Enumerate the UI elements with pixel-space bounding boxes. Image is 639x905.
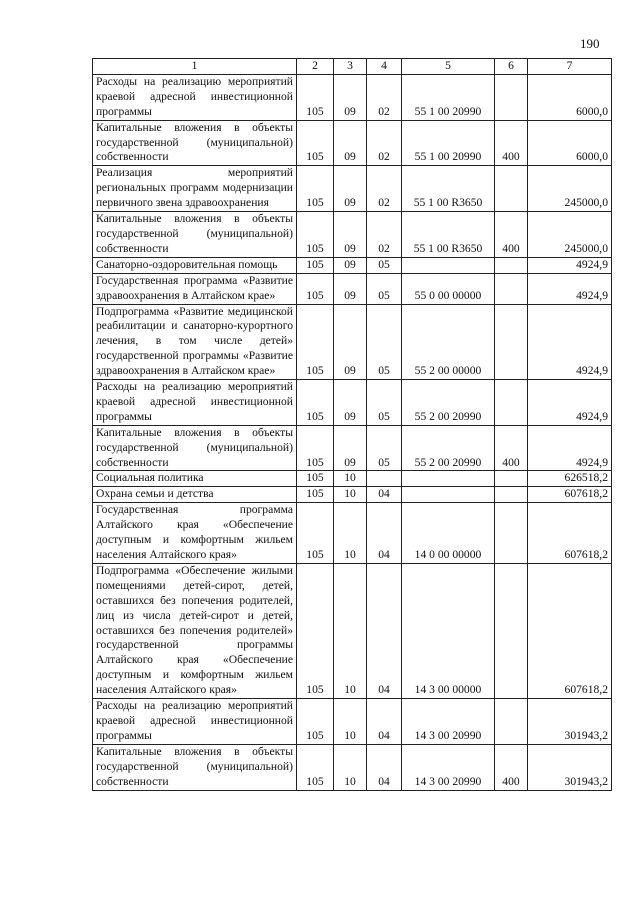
expense-name-cell: Капитальные вложения в объекты государственной (муниципальной) собственности [93,212,297,258]
expense-name-cell: Расходы на реализацию мероприятий краевой адресной инвестиционной программы [93,380,297,426]
target-article-cell: 14 3 00 20990 [402,744,495,790]
expense-type-cell [495,304,528,380]
ministry-code-cell: 105 [297,425,334,471]
table-row [93,304,612,380]
section-code-cell: 09 [334,166,367,212]
table-row [93,425,612,471]
subsection-code-cell: 02 [367,120,402,166]
target-article-cell: 14 3 00 20990 [402,699,495,745]
target-article-cell [402,471,495,487]
expense-type-cell [495,699,528,745]
section-code-cell: 10 [334,471,367,487]
expense-name-cell: Подпрограмма «Развитие медицинской реабилитации и санаторно-курортного лечения, в том числе детей» государственной программы «Развитие здравоохранения в Алтайском крае» [93,304,297,380]
expense-type-cell [495,257,528,273]
target-article-cell: 55 1 00 20990 [402,120,495,166]
subsection-code-cell: 05 [367,425,402,471]
section-code-cell: 10 [334,744,367,790]
subsection-code-cell: 04 [367,487,402,503]
ministry-code-cell: 105 [297,74,334,120]
target-article-cell: 55 1 00 R3650 [402,212,495,258]
subsection-code-cell: 02 [367,212,402,258]
target-article-cell: 55 1 00 R3650 [402,166,495,212]
expense-name-cell: Реализация мероприятий региональных программ модернизации первичного звена здравоохранения [93,166,297,212]
section-code-cell: 09 [334,74,367,120]
header-cell: 3 [334,59,367,75]
ministry-code-cell: 105 [297,304,334,380]
header-cell: 5 [402,59,495,75]
table-row [93,699,612,745]
table-row [93,212,612,258]
amount-cell: 607618,2 [528,487,612,503]
subsection-code-cell: 05 [367,304,402,380]
subsection-code-cell: 05 [367,380,402,426]
amount-cell: 4924,9 [528,304,612,380]
table-row [93,166,612,212]
target-article-cell: 55 0 00 00000 [402,273,495,304]
ministry-code-cell: 105 [297,212,334,258]
amount-cell: 4924,9 [528,273,612,304]
amount-cell: 4924,9 [528,257,612,273]
target-article-cell: 55 2 00 00000 [402,304,495,380]
expense-type-cell [495,380,528,426]
amount-cell: 626518,2 [528,471,612,487]
target-article-cell: 55 1 00 20990 [402,74,495,120]
ministry-code-cell: 105 [297,273,334,304]
section-code-cell: 10 [334,563,367,698]
expense-name-cell: Капитальные вложения в объекты государственной (муниципальной) собственности [93,425,297,471]
amount-cell: 6000,0 [528,120,612,166]
amount-cell: 6000,0 [528,74,612,120]
table-row [93,74,612,120]
subsection-code-cell: 04 [367,744,402,790]
expense-type-cell: 400 [495,744,528,790]
ministry-code-cell: 105 [297,257,334,273]
amount-cell: 245000,0 [528,166,612,212]
subsection-code-cell: 04 [367,699,402,745]
section-code-cell: 09 [334,212,367,258]
amount-cell: 301943,2 [528,699,612,745]
section-code-cell: 09 [334,425,367,471]
header-cell: 6 [495,59,528,75]
table-row [93,563,612,698]
expense-type-cell [495,487,528,503]
header-cell: 4 [367,59,402,75]
expense-name-cell: Охрана семьи и детства [93,487,297,503]
ministry-code-cell: 105 [297,471,334,487]
table-row [93,744,612,790]
header-cell: 7 [528,59,612,75]
amount-cell: 607618,2 [528,503,612,564]
expense-name-cell: Санаторно-оздоровительная помощь [93,257,297,273]
ministry-code-cell: 105 [297,380,334,426]
budget-table [92,58,612,791]
section-code-cell: 09 [334,120,367,166]
header-row [93,59,612,75]
ministry-code-cell: 105 [297,166,334,212]
amount-cell: 4924,9 [528,425,612,471]
expense-type-cell [495,503,528,564]
ministry-code-cell: 105 [297,699,334,745]
section-code-cell: 09 [334,273,367,304]
subsection-code-cell: 02 [367,166,402,212]
table-row [93,503,612,564]
expense-type-cell [495,74,528,120]
target-article-cell: 55 2 00 20990 [402,380,495,426]
subsection-code-cell: 05 [367,257,402,273]
expense-name-cell: Капитальные вложения в объекты государственной (муниципальной) собственности [93,120,297,166]
expense-type-cell: 400 [495,212,528,258]
amount-cell: 301943,2 [528,744,612,790]
header-cell: 2 [297,59,334,75]
ministry-code-cell: 105 [297,744,334,790]
expense-type-cell [495,166,528,212]
amount-cell: 245000,0 [528,212,612,258]
section-code-cell: 10 [334,699,367,745]
section-code-cell: 10 [334,503,367,564]
ministry-code-cell: 105 [297,120,334,166]
table-row [93,380,612,426]
target-article-cell: 14 0 00 00000 [402,503,495,564]
expense-name-cell: Расходы на реализацию мероприятий краевой адресной инвестиционной программы [93,699,297,745]
section-code-cell: 09 [334,380,367,426]
expense-name-cell: Социальная политика [93,471,297,487]
target-article-cell: 14 3 00 00000 [402,563,495,698]
subsection-code-cell [367,471,402,487]
page-number: 190 [580,36,600,51]
table-row [93,471,612,487]
expense-type-cell [495,471,528,487]
ministry-code-cell: 105 [297,563,334,698]
amount-cell: 4924,9 [528,380,612,426]
amount-cell: 607618,2 [528,563,612,698]
section-code-cell: 10 [334,487,367,503]
ministry-code-cell: 105 [297,487,334,503]
target-article-cell: 55 2 00 20990 [402,425,495,471]
expense-type-cell [495,273,528,304]
subsection-code-cell: 04 [367,563,402,698]
expense-name-cell: Расходы на реализацию мероприятий краевой адресной инвестиционной программы [93,74,297,120]
ministry-code-cell: 105 [297,503,334,564]
expense-name-cell: Государственная программа «Развитие здравоохранения в Алтайском крае» [93,273,297,304]
expense-name-cell: Государственная программа Алтайского края «Обеспечение доступным и комфортным жильем населения Алтайского края» [93,503,297,564]
subsection-code-cell: 02 [367,74,402,120]
target-article-cell [402,257,495,273]
table-row [93,487,612,503]
table-row [93,120,612,166]
expense-type-cell: 400 [495,120,528,166]
section-code-cell: 09 [334,257,367,273]
header-cell: 1 [93,59,297,75]
table-row [93,257,612,273]
subsection-code-cell: 04 [367,503,402,564]
expense-name-cell: Подпрограмма «Обеспечение жилыми помещениями детей-сирот, детей, оставшихся без попечения родителей, лиц из числа детей-сирот и детей, оставшихся без попечения родителей» государственной программы Алтайского края «Обеспечение доступным и комфортным жильем населения Алтайского края» [93,563,297,698]
subsection-code-cell: 05 [367,273,402,304]
expense-type-cell [495,563,528,698]
expense-name-cell: Капитальные вложения в объекты государственной (муниципальной) собственности [93,744,297,790]
section-code-cell: 09 [334,304,367,380]
target-article-cell [402,487,495,503]
expense-type-cell: 400 [495,425,528,471]
table-row [93,273,612,304]
